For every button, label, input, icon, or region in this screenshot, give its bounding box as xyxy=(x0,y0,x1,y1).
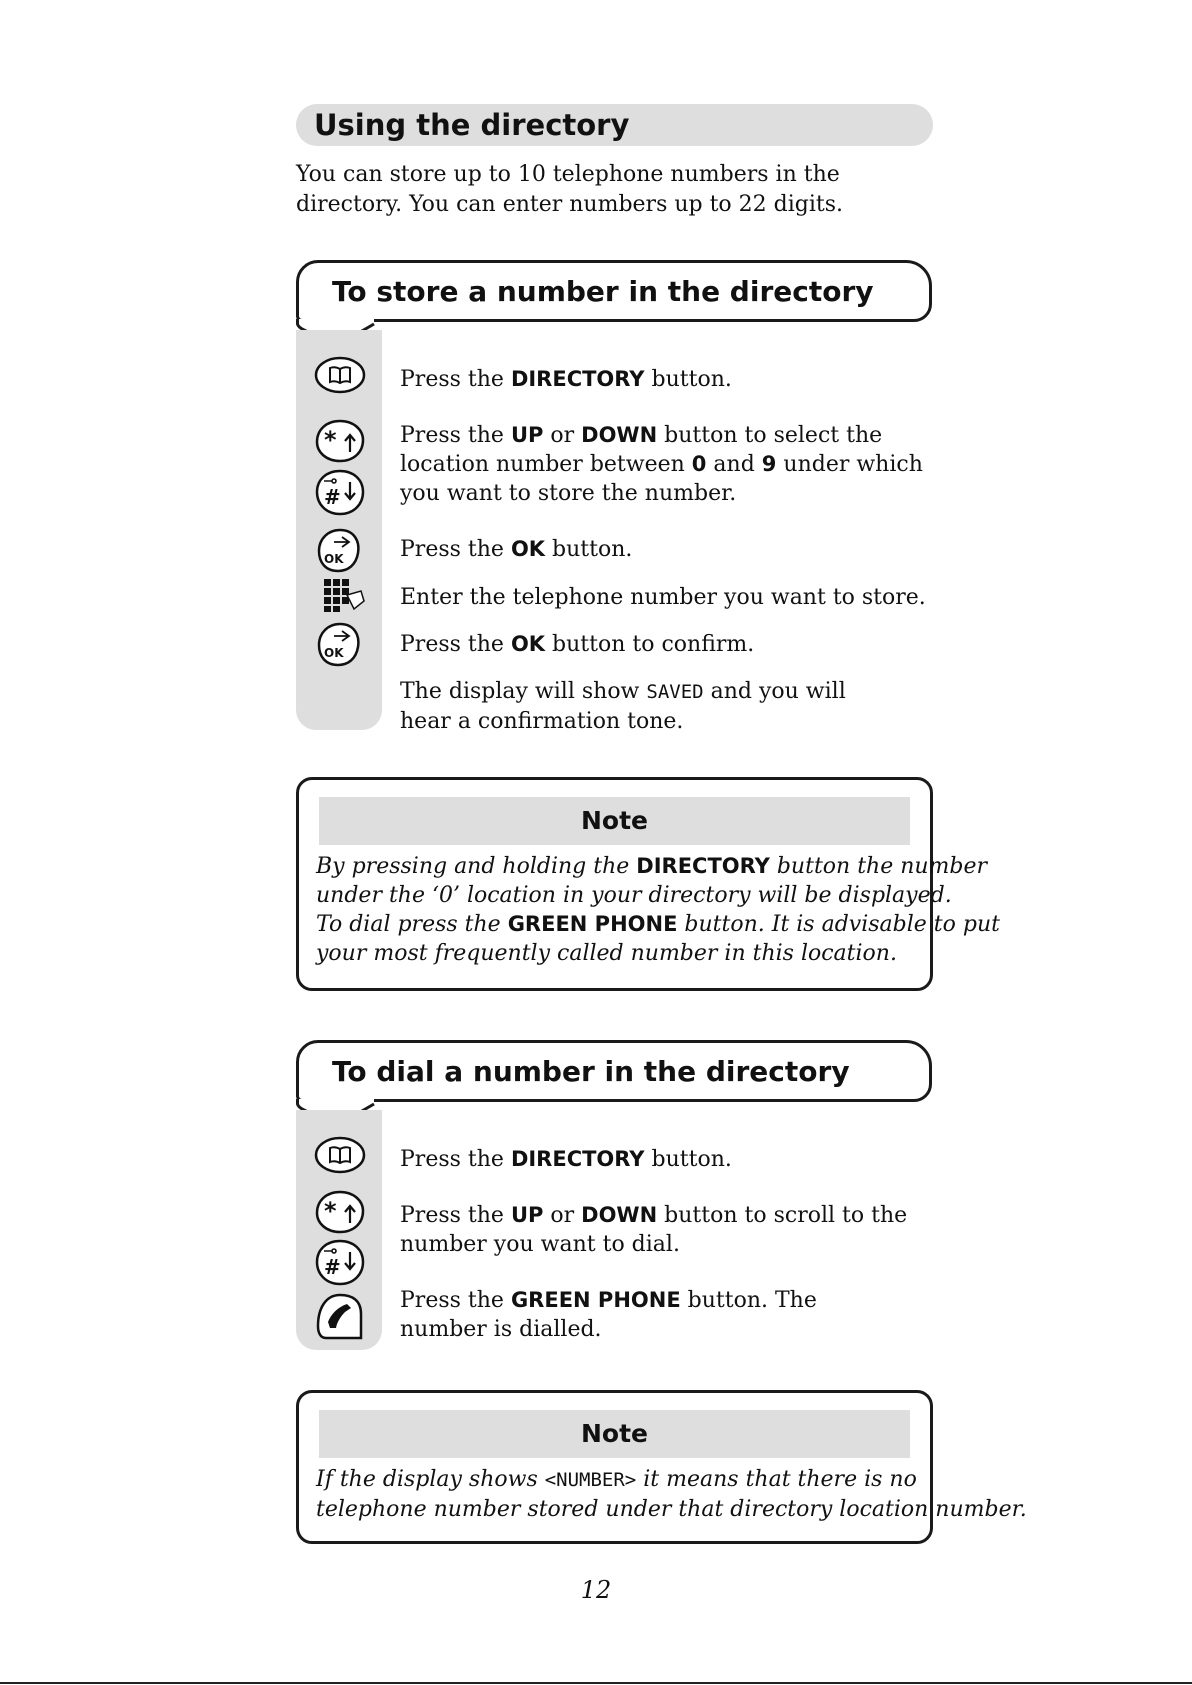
store-step-5: Press the OK button to confirm. xyxy=(400,632,755,657)
directory-book-icon xyxy=(314,1135,366,1175)
store-section-header xyxy=(296,260,932,322)
store-section-title: To store a number in the directory xyxy=(332,275,874,308)
store-step-2: Press the UP or DOWN button to select the location number between 0 and 9 under which you want to store the number. xyxy=(400,423,923,506)
note-box-1 xyxy=(296,777,1000,991)
dial-section-header xyxy=(296,1040,932,1102)
keypad-icon xyxy=(314,577,370,613)
dial-step-2: Press the UP or DOWN button to scroll to the number you want to dial. xyxy=(400,1203,908,1257)
dial-step-1: Press the DIRECTORY button. xyxy=(400,1147,732,1172)
hash-down-icon xyxy=(314,1238,366,1288)
bottom-rule xyxy=(0,1682,1192,1684)
store-step-6: The display will show SAVED and you will hear a confirmation tone. xyxy=(400,679,846,734)
star-up-icon xyxy=(314,418,366,464)
store-step-1: Press the DIRECTORY button. xyxy=(400,367,732,392)
page-number: 12 xyxy=(580,1576,612,1604)
lcd-number-text: <NUMBER> xyxy=(544,1469,637,1491)
store-step-3: Press the OK button. xyxy=(400,537,633,562)
ok-icon xyxy=(314,527,366,573)
note-box-2 xyxy=(296,1390,1027,1544)
green-phone-icon xyxy=(314,1292,366,1342)
svg-text:OK: OK xyxy=(324,552,344,566)
svg-text:#: # xyxy=(324,1255,341,1279)
svg-text:*: * xyxy=(324,1197,337,1225)
store-step-4: Enter the telephone number you want to store. xyxy=(400,585,926,610)
note-1-heading: Note xyxy=(319,797,910,845)
dial-step-3: Press the GREEN PHONE button. The number is dialled. xyxy=(400,1288,817,1342)
svg-text:#: # xyxy=(324,485,341,509)
page-title: Using the directory xyxy=(296,104,933,146)
intro-paragraph: You can store up to 10 telephone numbers in the directory. You can enter numbers up to 22 digits. xyxy=(296,162,844,217)
directory-book-icon xyxy=(314,355,366,395)
note-2-heading: Note xyxy=(319,1410,910,1458)
hash-down-icon xyxy=(314,468,366,518)
star-up-icon xyxy=(314,1189,366,1235)
dial-section-title: To dial a number in the directory xyxy=(332,1055,850,1088)
ok-confirm-icon xyxy=(314,621,366,667)
note-2-body: If the display shows <NUMBER> it means that there is no telephone number stored under that directory location number. xyxy=(316,1467,1027,1522)
note-1-body: By pressing and holding the DIRECTORY button the number under the ‘0’ location in your directory will be displayed. To dial press the GREEN PHONE button. It is advisable to put your most frequently called number in this location. xyxy=(316,854,1000,966)
svg-text:OK: OK xyxy=(324,646,344,660)
lcd-saved-text: SAVED xyxy=(646,681,704,703)
svg-text:*: * xyxy=(324,426,337,454)
